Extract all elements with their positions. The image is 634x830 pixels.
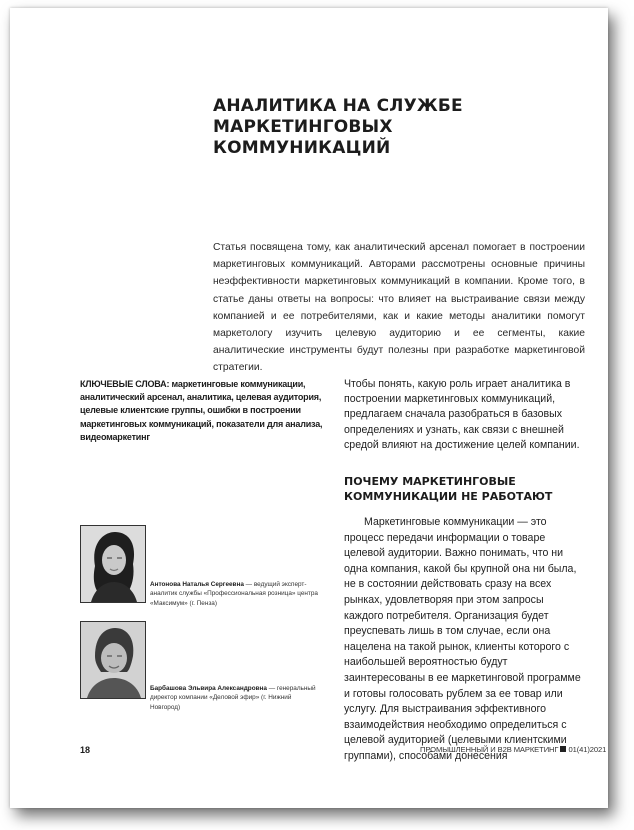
journal-footer [420, 745, 607, 754]
article-title: АНАЛИТИКА НА СЛУЖБЕ МАРКЕТИНГОВЫХ КОММУНИКАЦИЙ [213, 96, 463, 158]
article-abstract: Статья посвящена тому, как аналитический арсенал помогает в построении маркетинговых коммуникаций. Авторами рассмотрены основные причины неэффективности маркетинговых коммуникаций в компании. Кроме того, в статье даны ответы на вопросы: что влияет на выстраивание связи между компанией и ее потребителями, как и какие методы аналитики помогут маркетологу изучить целевую аудиторию и ее сегменты, какие аналитические инструменты будут полезны при разработке маркетинговой стратегии. [213, 242, 585, 374]
square-separator-icon [560, 746, 566, 752]
journal-name: ПРОМЫШЛЕННЫЙ И B2B МАРКЕТИНГ [420, 745, 559, 754]
author-caption-2 [150, 684, 320, 712]
section-heading: ПОЧЕМУ МАРКЕТИНГОВЫЕ КОММУНИКАЦИИ НЕ РАБОТАЮТ [344, 475, 553, 503]
author-name-1: Антонова Наталья Сергеевна [150, 581, 244, 588]
author-description-2: — генеральный директор компании «Деловой эфир» (г. Нижний Новгород) [150, 685, 316, 711]
issue-number: 01(41)2021 [568, 745, 607, 754]
keywords-block: КЛЮЧЕВЫЕ СЛОВА: маркетинговые коммуникации, аналитический арсенал, аналитика, целевая аудитория, целевые клиентские группы, ошибки в построении маркетинговых коммуникаций, показатели для анализа, видеомаркетинг [80, 379, 323, 442]
author-photo-2 [80, 621, 146, 699]
author-description-1: — ведущий эксперт-аналитик службы «Профессиональная розница» центра «Максимум» (г. Пенза) [150, 581, 318, 607]
page-number: 18 [80, 745, 91, 755]
author-name-2: Барбашова Эльвира Александровна [150, 685, 267, 692]
author-photo-1 [80, 525, 146, 603]
intro-paragraph: Чтобы понять, какую роль играет аналитика в построении маркетинговых коммуникаций, предлагаем сначала разобраться в базовых определениях и узнать, как связи с внешней средой влияют на достижение целей компании. [344, 378, 580, 451]
body-paragraph: Маркетинговые коммуникации — это процесс передачи информации о товаре целевой аудитории. Важно понимать, что ни одна компания, какой бы крупной она ни была, не в состоянии действовать сразу на всех рынках, удовлетворяя при этом запросы каждого потребителя. Организация будет преуспевать лишь в том случае, если она нацелена на такой рынок, клиенты которого с наибольшей вероятностью будут заинтересованы в ее маркетинговой программе и готовы голосовать рублем за ее товар или услугу. Для выстраивания эффективного взаимодействия необходимо определиться с целевой аудиторией (целевыми клиентскими группами), способами донесения [344, 516, 581, 762]
author-caption-1 [150, 580, 320, 608]
